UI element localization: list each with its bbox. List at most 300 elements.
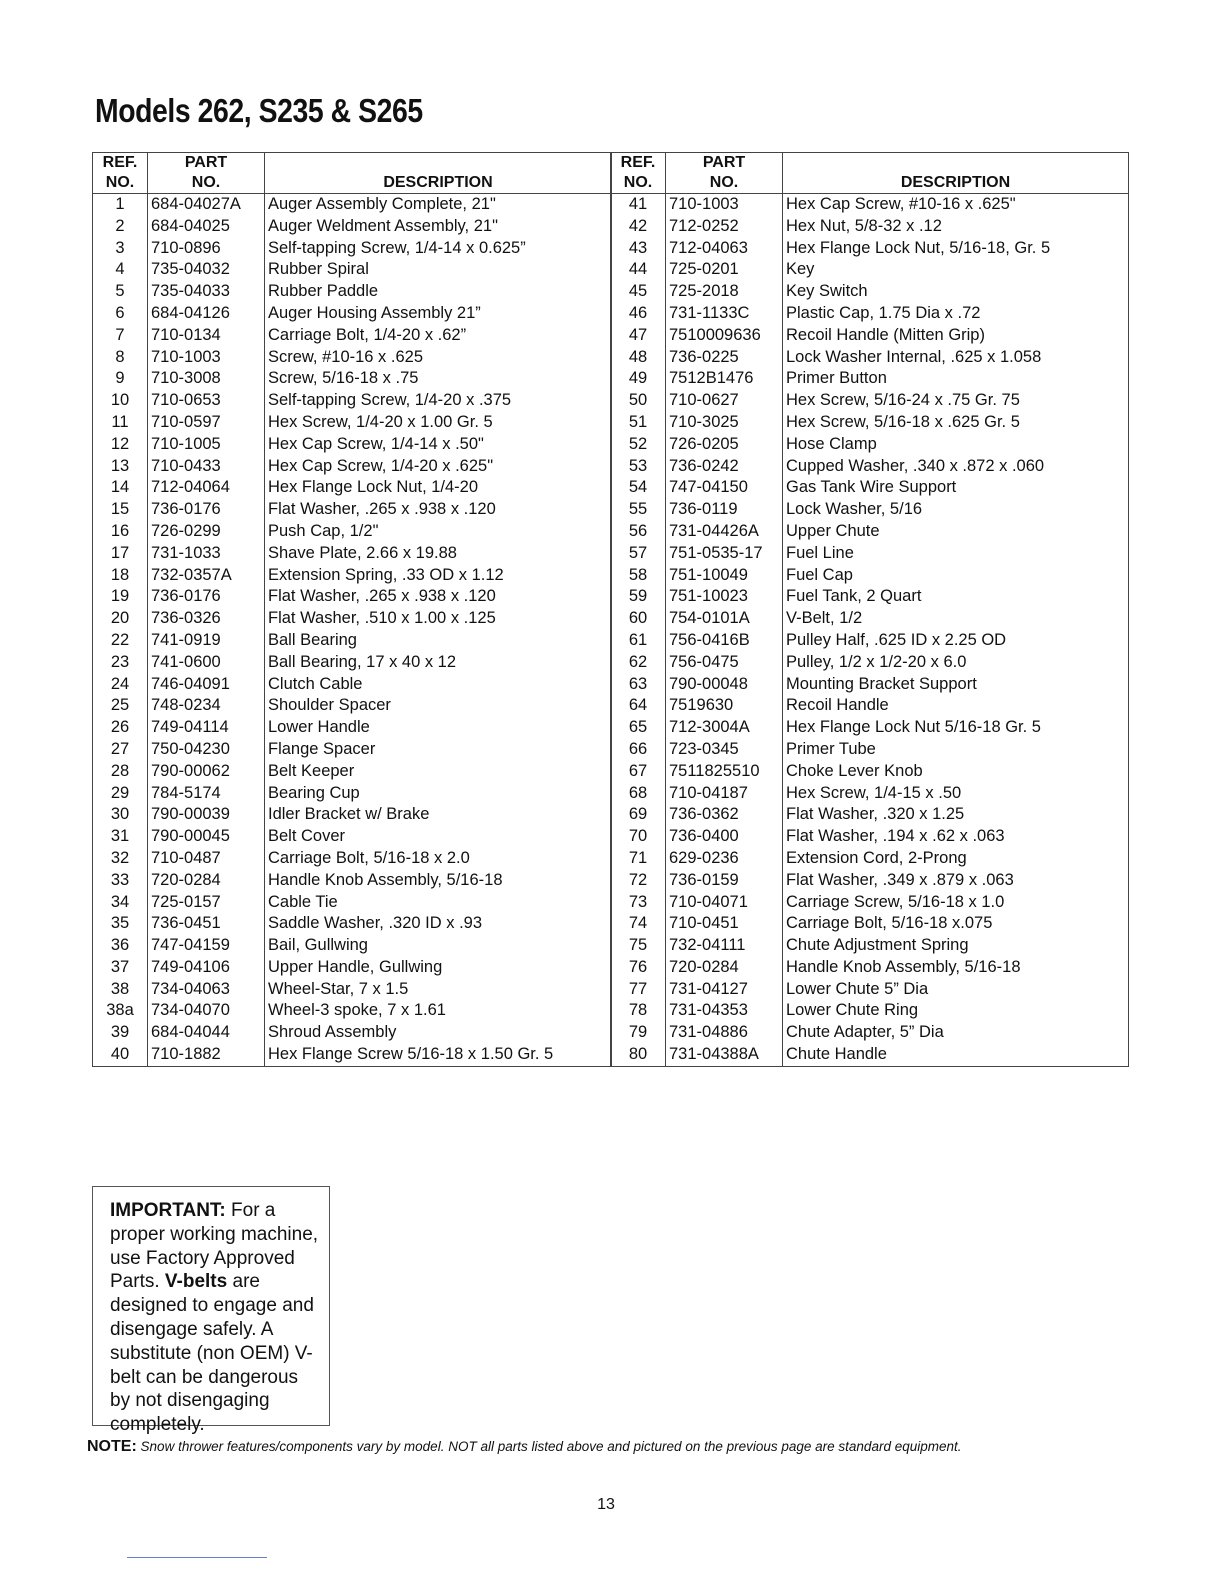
description-cell: Extension Cord, 2-Prong <box>786 848 967 867</box>
table-row <box>611 783 1129 805</box>
ref-no-cell: 42 <box>611 216 666 238</box>
table-row <box>93 259 612 281</box>
table-row <box>93 935 612 957</box>
ref-no-cell: 14 <box>93 477 148 499</box>
description-cell: Handle Knob Assembly, 5/16-18 <box>268 870 503 889</box>
part-no-cell: 736-0159 <box>666 870 783 892</box>
part-no-cell: 756-0416B <box>666 630 783 652</box>
ref-no-cell: 32 <box>93 848 148 870</box>
ref-no-cell: 8 <box>93 347 148 369</box>
part-no-cell: 731-1033 <box>148 543 265 565</box>
description-cell: Idler Bracket w/ Brake <box>268 805 430 824</box>
description-cell: Bearing Cup <box>268 783 360 802</box>
description-cell: Hex Flange Screw 5/16-18 x 1.50 Gr. 5 <box>268 1045 554 1064</box>
ref-no-cell: 55 <box>611 499 666 521</box>
description-cell: Screw, 5/16-18 x .75 <box>268 369 419 388</box>
table-row <box>611 913 1129 935</box>
ref-no-cell: 3 <box>93 238 148 260</box>
description-header: DESCRIPTION <box>783 153 1129 194</box>
ref-no-cell: 64 <box>611 695 666 717</box>
part-no-cell: 756-0475 <box>666 652 783 674</box>
table-row <box>611 565 1129 587</box>
part-no-cell: 751-10049 <box>666 565 783 587</box>
ref-no-cell: 66 <box>611 739 666 761</box>
description-cell: Fuel Line <box>786 543 854 562</box>
table-row <box>93 957 612 979</box>
description-cell: Push Cap, 1/2" <box>268 521 379 540</box>
part-no-cell: 749-04114 <box>148 717 265 739</box>
description-cell: Shave Plate, 2.66 x 19.88 <box>268 543 457 562</box>
description-cell: Screw, #10-16 x .625 <box>268 347 424 366</box>
description-cell: Upper Chute <box>786 521 880 540</box>
ref-no-cell: 63 <box>611 674 666 696</box>
ref-no-cell: 20 <box>93 608 148 630</box>
note-label: NOTE: <box>87 1438 137 1455</box>
ref-no-cell: 52 <box>611 434 666 456</box>
ref-no-cell: 71 <box>611 848 666 870</box>
part-no-cell: 790-00045 <box>148 826 265 848</box>
ref-no-cell: 22 <box>93 630 148 652</box>
part-no-cell: 710-1003 <box>666 194 783 216</box>
part-no-cell: 710-0653 <box>148 390 265 412</box>
description-cell: Key <box>786 260 815 279</box>
part-no-cell: 725-0201 <box>666 259 783 281</box>
description-cell: Flat Washer, .265 x .938 x .120 <box>268 587 496 606</box>
ref-no-cell: 34 <box>93 892 148 914</box>
table-row <box>93 761 612 783</box>
ref-no-cell: 40 <box>93 1044 148 1066</box>
part-no-cell: 732-0357A <box>148 565 265 587</box>
table-row <box>93 608 612 630</box>
ref-no-cell: 12 <box>93 434 148 456</box>
table-row <box>611 303 1129 325</box>
ref-no-cell: 70 <box>611 826 666 848</box>
important-notice-box <box>92 1186 330 1436</box>
ref-no-cell: 9 <box>93 368 148 390</box>
table-row <box>93 194 612 216</box>
ref-no-cell: 10 <box>93 390 148 412</box>
part-no-cell: 710-0627 <box>666 390 783 412</box>
description-cell: Choke Lever Knob <box>786 761 923 780</box>
description-cell: Rubber Spiral <box>268 260 369 279</box>
ref-no-cell: 2 <box>93 216 148 238</box>
ref-no-cell: 74 <box>611 913 666 935</box>
ref-no-cell: 68 <box>611 783 666 805</box>
description-cell: Hex Flange Lock Nut, 1/4-20 <box>268 478 479 497</box>
description-cell: Primer Button <box>786 369 887 388</box>
part-no-cell: 629-0236 <box>666 848 783 870</box>
description-cell: Fuel Cap <box>786 565 853 584</box>
ref-no-cell: 5 <box>93 281 148 303</box>
ref-no-cell: 79 <box>611 1022 666 1044</box>
part-no-cell: 734-04063 <box>148 979 265 1001</box>
part-no-cell: 736-0176 <box>148 499 265 521</box>
part-no-cell: 725-2018 <box>666 281 783 303</box>
part-no-cell: 736-0119 <box>666 499 783 521</box>
description-cell: Recoil Handle (Mitten Grip) <box>786 325 985 344</box>
table-row <box>93 739 612 761</box>
part-no-cell: 736-0326 <box>148 608 265 630</box>
table-row <box>93 368 612 390</box>
table-row <box>611 848 1129 870</box>
part-no-cell: 684-04025 <box>148 216 265 238</box>
table-row <box>611 194 1129 216</box>
description-cell: Flat Washer, .194 x .62 x .063 <box>786 827 1005 846</box>
part-no-cell: 710-0487 <box>148 848 265 870</box>
description-cell: Carriage Bolt, 5/16-18 x.075 <box>786 914 993 933</box>
part-no-cell: 736-0451 <box>148 913 265 935</box>
part-no-cell: 7511825510 <box>666 761 783 783</box>
description-cell: Hex Cap Screw, 1/4-20 x .625" <box>268 456 494 475</box>
table-row <box>611 870 1129 892</box>
ref-no-cell: 6 <box>93 303 148 325</box>
ref-no-header: REF. NO. <box>93 153 148 194</box>
part-no-cell: 747-04150 <box>666 477 783 499</box>
part-no-cell: 712-3004A <box>666 717 783 739</box>
description-cell: Auger Assembly Complete, 21" <box>268 195 496 213</box>
ref-no-cell: 26 <box>93 717 148 739</box>
ref-no-cell: 28 <box>93 761 148 783</box>
table-row <box>611 456 1129 478</box>
description-cell: Chute Adapter, 5” Dia <box>786 1023 944 1042</box>
part-no-header: PART NO. <box>666 153 783 194</box>
description-cell: Chute Handle <box>786 1045 887 1064</box>
ref-no-cell: 72 <box>611 870 666 892</box>
ref-no-cell: 25 <box>93 695 148 717</box>
description-cell: Flange Spacer <box>268 739 376 758</box>
ref-no-cell: 11 <box>93 412 148 434</box>
part-no-cell: 731-04426A <box>666 521 783 543</box>
ref-no-cell: 38 <box>93 979 148 1001</box>
part-no-cell: 710-0134 <box>148 325 265 347</box>
part-no-cell: 735-04033 <box>148 281 265 303</box>
description-cell: Carriage Screw, 5/16-18 x 1.0 <box>786 892 1005 911</box>
table-row <box>93 543 612 565</box>
part-no-cell: 750-04230 <box>148 739 265 761</box>
table-row <box>93 1022 612 1044</box>
table-row <box>611 826 1129 848</box>
description-cell: Hex Screw, 5/16-18 x .625 Gr. 5 <box>786 412 1020 431</box>
ref-no-cell: 4 <box>93 259 148 281</box>
ref-no-cell: 60 <box>611 608 666 630</box>
ref-no-cell: 13 <box>93 456 148 478</box>
ref-no-cell: 31 <box>93 826 148 848</box>
description-cell: Shoulder Spacer <box>268 696 391 715</box>
ref-no-cell: 44 <box>611 259 666 281</box>
description-cell: Self-tapping Screw, 1/4-14 x 0.625” <box>268 238 526 257</box>
part-no-cell: 731-04353 <box>666 1000 783 1022</box>
ref-no-cell: 67 <box>611 761 666 783</box>
table-row <box>93 586 612 608</box>
description-cell: Cable Tie <box>268 892 338 911</box>
ref-no-cell: 24 <box>93 674 148 696</box>
part-no-cell: 731-04886 <box>666 1022 783 1044</box>
table-row <box>611 499 1129 521</box>
description-cell: Flat Washer, .510 x 1.00 x .125 <box>268 609 496 628</box>
description-cell: Bail, Gullwing <box>268 936 368 955</box>
description-cell: Wheel-Star, 7 x 1.5 <box>268 979 409 998</box>
description-cell: Mounting Bracket Support <box>786 674 977 693</box>
description-cell: Wheel-3 spoke, 7 x 1.61 <box>268 1001 446 1020</box>
ref-no-cell: 19 <box>93 586 148 608</box>
footnote <box>87 1438 962 1456</box>
ref-no-cell: 17 <box>93 543 148 565</box>
description-cell: Hex Flange Lock Nut 5/16-18 Gr. 5 <box>786 718 1041 737</box>
table-row <box>611 892 1129 914</box>
description-cell: Extension Spring, .33 OD x 1.12 <box>268 565 504 584</box>
important-label: IMPORTANT: <box>110 1200 226 1221</box>
part-no-cell: 731-04388A <box>666 1044 783 1066</box>
ref-no-cell: 29 <box>93 783 148 805</box>
ref-no-cell: 80 <box>611 1044 666 1066</box>
part-no-cell: 710-1882 <box>148 1044 265 1066</box>
description-cell: Flat Washer, .320 x 1.25 <box>786 805 965 824</box>
description-cell: Belt Keeper <box>268 761 355 780</box>
ref-no-cell: 57 <box>611 543 666 565</box>
table-row <box>611 608 1129 630</box>
table-row <box>93 913 612 935</box>
ref-no-cell: 62 <box>611 652 666 674</box>
parts-table-left <box>92 152 612 1067</box>
table-row <box>611 347 1129 369</box>
part-no-cell: 736-0400 <box>666 826 783 848</box>
page-number: 13 <box>597 1496 615 1513</box>
description-cell: Saddle Washer, .320 ID x .93 <box>268 914 483 933</box>
table-row <box>93 848 612 870</box>
part-no-cell: 710-0896 <box>148 238 265 260</box>
description-cell: Hex Flange Lock Nut, 5/16-18, Gr. 5 <box>786 238 1051 257</box>
ref-no-cell: 48 <box>611 347 666 369</box>
description-cell: V-Belt, 1/2 <box>786 609 863 628</box>
part-no-cell: 741-0600 <box>148 652 265 674</box>
description-cell: Lock Washer, 5/16 <box>786 500 923 519</box>
table-row <box>93 477 612 499</box>
ref-no-cell: 59 <box>611 586 666 608</box>
link-underline <box>127 1557 267 1558</box>
part-no-cell: 710-1005 <box>148 434 265 456</box>
description-cell: Key Switch <box>786 282 868 301</box>
description-cell: Plastic Cap, 1.75 Dia x .72 <box>786 303 981 322</box>
ref-no-cell: 37 <box>93 957 148 979</box>
part-no-cell: 720-0284 <box>148 870 265 892</box>
part-no-cell: 741-0919 <box>148 630 265 652</box>
part-no-cell: 7512B1476 <box>666 368 783 390</box>
part-no-header: PART NO. <box>148 153 265 194</box>
part-no-cell: 684-04027A <box>148 194 265 216</box>
part-no-cell: 784-5174 <box>148 783 265 805</box>
part-no-cell: 710-1003 <box>148 347 265 369</box>
ref-no-cell: 58 <box>611 565 666 587</box>
part-no-cell: 710-3008 <box>148 368 265 390</box>
table-row <box>611 761 1129 783</box>
part-no-cell: 731-04127 <box>666 979 783 1001</box>
table-row <box>93 499 612 521</box>
part-no-cell: 710-3025 <box>666 412 783 434</box>
table-row <box>611 935 1129 957</box>
description-cell: Clutch Cable <box>268 674 363 693</box>
table-row <box>93 979 612 1001</box>
ref-no-cell: 18 <box>93 565 148 587</box>
part-no-cell: 725-0157 <box>148 892 265 914</box>
part-no-cell: 710-0597 <box>148 412 265 434</box>
page-title: Models 262, S235 & S265 <box>95 92 423 129</box>
table-row <box>611 1044 1129 1066</box>
ref-no-cell: 75 <box>611 935 666 957</box>
ref-no-cell: 69 <box>611 804 666 826</box>
table-row <box>611 259 1129 281</box>
part-no-cell: 747-04159 <box>148 935 265 957</box>
table-row <box>611 325 1129 347</box>
ref-no-cell: 7 <box>93 325 148 347</box>
part-no-cell: 726-0299 <box>148 521 265 543</box>
description-cell: Hex Nut, 5/8-32 x .12 <box>786 216 942 235</box>
table-row <box>611 957 1129 979</box>
table-row <box>611 216 1129 238</box>
ref-no-cell: 76 <box>611 957 666 979</box>
table-row <box>93 652 612 674</box>
part-no-cell: 736-0176 <box>148 586 265 608</box>
part-no-cell: 720-0284 <box>666 957 783 979</box>
ref-no-cell: 27 <box>93 739 148 761</box>
table-row <box>611 281 1129 303</box>
important-text-cont: are designed to engage and disengage safely. A substitute (non OEM) V-belt can be dangerous by not disengaging completely. <box>110 1271 314 1436</box>
ref-no-cell: 65 <box>611 717 666 739</box>
table-row <box>611 521 1129 543</box>
part-no-cell: 746-04091 <box>148 674 265 696</box>
ref-no-cell: 41 <box>611 194 666 216</box>
part-no-cell: 710-0433 <box>148 456 265 478</box>
description-cell: Carriage Bolt, 5/16-18 x 2.0 <box>268 848 470 867</box>
v-belts-label: V-belts <box>164 1271 228 1293</box>
table-row <box>93 804 612 826</box>
ref-no-cell: 33 <box>93 870 148 892</box>
description-cell: Lower Chute Ring <box>786 1001 919 1020</box>
ref-no-cell: 78 <box>611 1000 666 1022</box>
description-cell: Hex Screw, 1/4-15 x .50 <box>786 783 962 802</box>
table-row <box>611 739 1129 761</box>
table-row <box>93 434 612 456</box>
description-cell: Self-tapping Screw, 1/4-20 x .375 <box>268 391 512 410</box>
ref-no-cell: 16 <box>93 521 148 543</box>
part-no-cell: 790-00062 <box>148 761 265 783</box>
ref-no-cell: 38a <box>93 1000 148 1022</box>
ref-no-cell: 35 <box>93 913 148 935</box>
table-row <box>93 347 612 369</box>
description-cell: Handle Knob Assembly, 5/16-18 <box>786 957 1021 976</box>
part-no-cell: 736-0225 <box>666 347 783 369</box>
table-row <box>93 826 612 848</box>
ref-no-cell: 30 <box>93 804 148 826</box>
table-row <box>93 412 612 434</box>
ref-no-cell: 46 <box>611 303 666 325</box>
description-cell: Ball Bearing <box>268 630 357 649</box>
table-row <box>93 390 612 412</box>
table-row <box>93 325 612 347</box>
description-cell: Rubber Paddle <box>268 282 379 301</box>
description-cell: Hex Screw, 5/16-24 x .75 Gr. 75 <box>786 391 1020 410</box>
part-no-cell: 735-04032 <box>148 259 265 281</box>
table-row <box>611 804 1129 826</box>
table-row <box>93 456 612 478</box>
part-no-cell: 731-1133C <box>666 303 783 325</box>
table-row <box>611 630 1129 652</box>
description-cell: Carriage Bolt, 1/4-20 x .62” <box>268 325 467 344</box>
description-cell: Primer Tube <box>786 739 876 758</box>
description-cell: Gas Tank Wire Support <box>786 478 957 497</box>
table-row <box>611 1000 1129 1022</box>
table-row <box>93 1000 612 1022</box>
part-no-cell: 754-0101A <box>666 608 783 630</box>
description-cell: Flat Washer, .349 x .879 x .063 <box>786 870 1014 889</box>
ref-no-cell: 23 <box>93 652 148 674</box>
description-cell: Hex Cap Screw, #10-16 x .625" <box>786 195 1016 213</box>
table-header-row <box>93 153 612 194</box>
ref-no-cell: 77 <box>611 979 666 1001</box>
ref-no-cell: 53 <box>611 456 666 478</box>
part-no-cell: 684-04126 <box>148 303 265 325</box>
table-row <box>611 390 1129 412</box>
part-no-cell: 723-0345 <box>666 739 783 761</box>
part-no-cell: 790-00039 <box>148 804 265 826</box>
table-row <box>93 303 612 325</box>
part-no-cell: 710-0451 <box>666 913 783 935</box>
part-no-cell: 710-04071 <box>666 892 783 914</box>
table-row <box>611 695 1129 717</box>
description-cell: Fuel Tank, 2 Quart <box>786 587 922 606</box>
table-row <box>93 1044 612 1066</box>
ref-no-cell: 73 <box>611 892 666 914</box>
description-cell: Upper Handle, Gullwing <box>268 957 443 976</box>
part-no-cell: 790-00048 <box>666 674 783 696</box>
description-cell: Lower Chute 5” Dia <box>786 979 929 998</box>
table-row <box>93 674 612 696</box>
table-header-row <box>611 153 1129 194</box>
part-no-cell: 712-04064 <box>148 477 265 499</box>
table-row <box>93 892 612 914</box>
description-cell: Shroud Assembly <box>268 1023 397 1042</box>
description-cell: Hose Clamp <box>786 434 877 453</box>
part-no-cell: 748-0234 <box>148 695 265 717</box>
table-row <box>611 674 1129 696</box>
table-row <box>611 434 1129 456</box>
table-row <box>93 216 612 238</box>
ref-no-cell: 43 <box>611 238 666 260</box>
table-row <box>611 368 1129 390</box>
table-row <box>611 477 1129 499</box>
ref-no-cell: 61 <box>611 630 666 652</box>
table-row <box>93 281 612 303</box>
description-cell: Flat Washer, .265 x .938 x .120 <box>268 500 496 519</box>
description-cell: Recoil Handle <box>786 696 889 715</box>
table-row <box>93 521 612 543</box>
description-cell: Lock Washer Internal, .625 x 1.058 <box>786 347 1042 366</box>
table-row <box>93 630 612 652</box>
part-no-cell: 684-04044 <box>148 1022 265 1044</box>
table-row <box>611 586 1129 608</box>
description-cell: Hex Cap Screw, 1/4-14 x .50" <box>268 434 484 453</box>
description-cell: Lower Handle <box>268 718 370 737</box>
table-row <box>93 783 612 805</box>
description-cell: Pulley Half, .625 ID x 2.25 OD <box>786 630 1007 649</box>
part-no-cell: 7519630 <box>666 695 783 717</box>
table-row <box>93 870 612 892</box>
table-row <box>611 652 1129 674</box>
part-no-cell: 732-04111 <box>666 935 783 957</box>
description-cell: Chute Adjustment Spring <box>786 936 969 955</box>
part-no-cell: 726-0205 <box>666 434 783 456</box>
part-no-cell: 751-0535-17 <box>666 543 783 565</box>
part-no-cell: 736-0362 <box>666 804 783 826</box>
